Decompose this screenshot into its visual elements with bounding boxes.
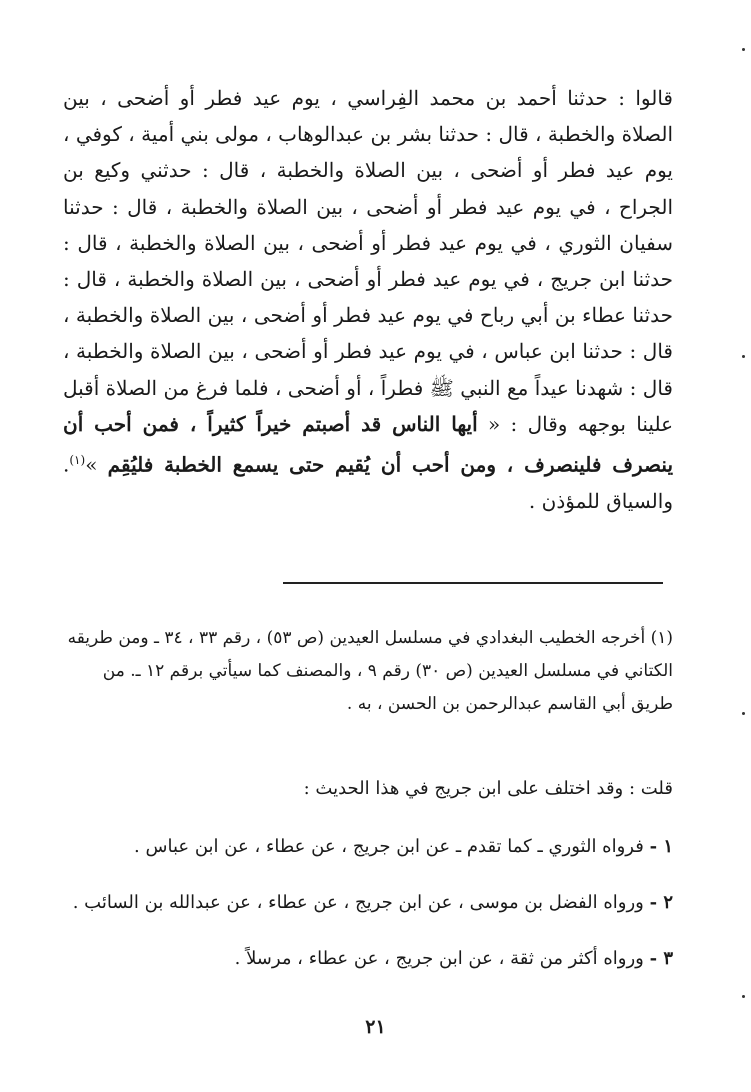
commentary-intro: قلت : وقد اختلف على ابن جريج في هذا الحديث : [303, 778, 673, 799]
item-number: ١ - [649, 836, 673, 857]
item-text: فرواه الثوري ـ كما تقدم ـ عن ابن جريج ، عن عطاء ، عن ابن عباس . [134, 836, 644, 857]
hadith-quote: أيها الناس قد أصبتم خيراً كثيراً ، فمن أحب أن ينصرف فلينصرف ، ومن أحب أن يُقيم حتى يسمع الخطبة فليُقِم [63, 411, 674, 477]
footnote-text: (١) أخرجه الخطيب البغدادي في مسلسل العيدين (ص ٥٣) ، رقم ٣٣ ، ٣٤ ـ ومن طريقه الكتاني في مسلسل العيدين (ص ٣٠) رقم ٩ ، والمصنف كما سيأتي برقم ١٢ ـ. من طريق أبي القاسم عبدالرحمن بن الحسن ، به . [67, 628, 673, 714]
margin-mark [742, 48, 745, 51]
margin-mark [742, 712, 745, 715]
list-item [63, 942, 673, 976]
list-item [63, 830, 673, 864]
footnote [63, 622, 673, 721]
footnote-separator [283, 582, 663, 584]
footnote-ref: (١) [69, 453, 86, 468]
item-text: ورواه أكثر من ثقة ، عن ابن جريج ، عن عطاء ، مرسلاً . [234, 948, 644, 969]
margin-mark [742, 995, 745, 998]
commentary [63, 772, 673, 998]
margin-mark [742, 355, 745, 358]
item-text: ورواه الفضل بن موسى ، عن ابن جريج ، عن عطاء ، عن عبدالله بن السائب . [72, 892, 644, 913]
quote-close: » [85, 452, 98, 477]
item-number: ٣ - [649, 948, 673, 969]
page-number: ٢١ [365, 1016, 386, 1038]
paragraph-tail: . والسياق للمؤذن . [63, 452, 673, 513]
isnad-text: قالوا : حدثنا أحمد بن محمد الفِراسي ، يوم عيد فطر أو أضحى ، بين الصلاة والخطبة ، قال : حدثنا بشر بن عبدالوهاب ، مولى بني أمية ، كوفي ، يوم عيد فطر أو أضحى ، بين الصلاة والخطبة ، قال : حدثني وكيع بن الجراح ، في يوم عيد فطر أو أضحى ، بين الصلاة والخطبة ، قال : حدثنا سفيان الثوري ، في يوم عيد فطر أو أضحى ، بين الصلاة والخطبة ، قال : حدثنا ابن جريج ، في يوم عيد فطر أو أضحى ، بين الصلاة والخطبة ، قال : حدثنا عطاء بن أبي رباح في يوم عيد فطر أو أضحى ، بين الصلاة والخطبة ، قال : حدثنا ابن عباس ، في يوم عيد فطر أو أضحى ، بين الصلاة والخطبة ، قال : شهدنا عيداً مع النبي ﷺ فطراً ، أو أضحى ، فلما فرغ من الصلاة أقبل علينا بوجهه وقال : « [63, 86, 674, 436]
item-number: ٢ - [649, 892, 673, 913]
hadith-paragraph [63, 80, 673, 519]
list-item [63, 886, 673, 920]
